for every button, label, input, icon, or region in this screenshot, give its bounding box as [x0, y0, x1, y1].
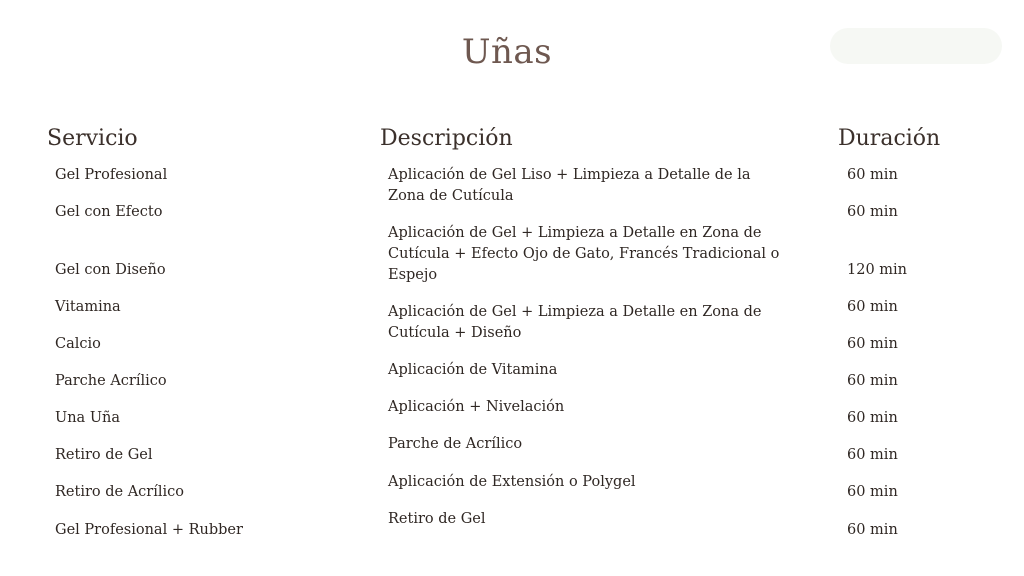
duration-cell: 60 min: [847, 522, 898, 538]
service-cell: Gel Profesional + Rubber: [55, 522, 243, 538]
header-service: Servicio: [47, 126, 138, 151]
description-cell: Parche de Acrílico: [388, 436, 523, 452]
duration-cell: 60 min: [847, 167, 898, 183]
duration-cell: 60 min: [847, 204, 898, 220]
service-cell: Una Uña: [55, 410, 121, 426]
service-cell: Parche Acrílico: [55, 373, 167, 389]
description-cell: Retiro de Gel: [388, 511, 486, 527]
duration-cell: 60 min: [847, 447, 898, 463]
description-cell: Aplicación de Gel + Limpieza a Detalle en Zona de Cutícula + Diseño: [388, 304, 762, 341]
description-cell: Aplicación de Gel Liso + Limpieza a Detalle de la Zona de Cutícula: [388, 167, 751, 204]
service-cell: Vitamina: [55, 299, 121, 315]
duration-cell: 60 min: [847, 299, 898, 315]
duration-cell: 60 min: [847, 484, 898, 500]
service-cell: Calcio: [55, 336, 101, 352]
service-cell: Gel con Efecto: [55, 204, 163, 220]
service-cell: Retiro de Acrílico: [55, 484, 184, 500]
description-cell: Aplicación de Extensión o Polygel: [388, 474, 636, 490]
description-cell: Aplicación de Gel + Limpieza a Detalle en Zona de Cutícula + Efecto Ojo de Gato, Francés Tradicional o Espejo: [388, 225, 780, 283]
header-description: Descripción: [380, 126, 513, 151]
description-cell: Aplicación + Nivelación: [388, 399, 565, 415]
duration-cell: 60 min: [847, 373, 898, 389]
duration-cell: 60 min: [847, 410, 898, 426]
page-title: Uñas: [461, 32, 553, 72]
service-cell: Gel Profesional: [55, 167, 168, 183]
description-cell: Aplicación de Vitamina: [388, 362, 558, 378]
duration-cell: 60 min: [847, 336, 898, 352]
service-cell: Retiro de Gel: [55, 447, 153, 463]
service-cell: Gel con Diseño: [55, 262, 166, 278]
duration-cell: 120 min: [847, 262, 908, 278]
header-duration: Duración: [838, 126, 941, 151]
